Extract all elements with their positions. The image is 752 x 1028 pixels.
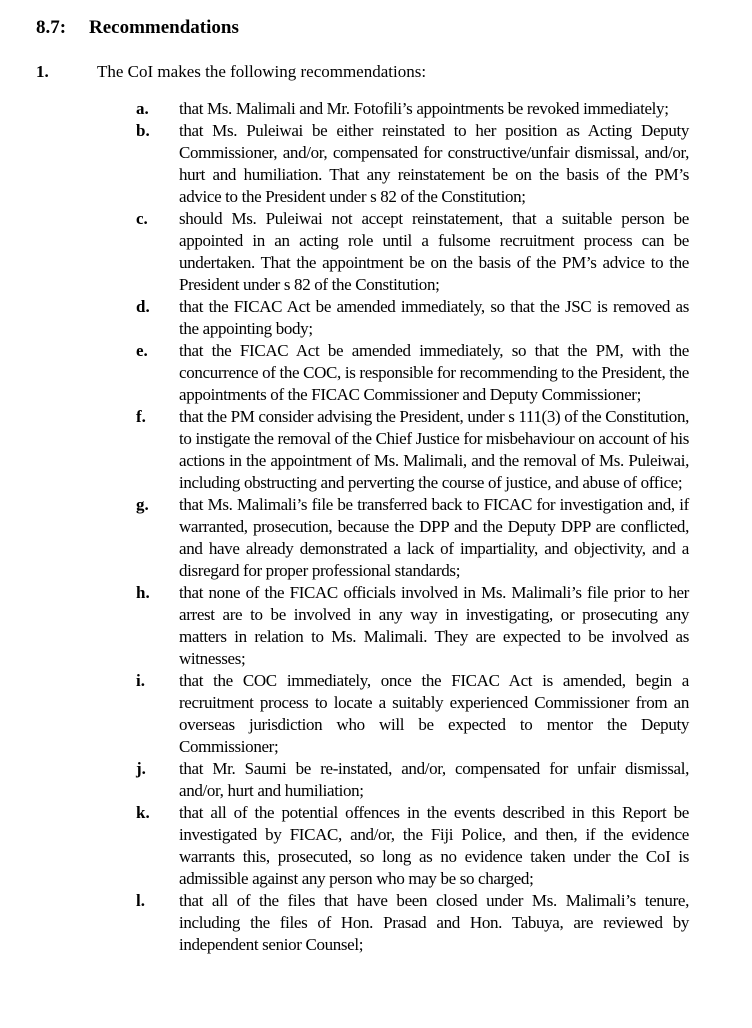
recommendation-item [136, 120, 689, 208]
recommendation-item [136, 890, 689, 956]
section-number: 8.7: [36, 17, 67, 38]
recommendation-text: that Ms. Malimali’s file be transferred back to FICAC for investigation and, if warranted, prosecution, because the DPP and the Deputy DPP are conflicted, and have already demonstrated a lack of impartiality, and objectivity, and a disregard for proper professional standards; [179, 495, 689, 580]
recommendation-item [136, 758, 689, 802]
recommendation-label: e. [136, 341, 148, 360]
recommendation-label: j. [136, 759, 146, 778]
recommendation-item [136, 406, 689, 494]
recommendation-text: should Ms. Puleiwai not accept reinstatement, that a suitable person be appointed in an acting role until a fulsome recruitment process can be undertaken. That the appointment be on the basis of the PM’s advice to the President under s 82 of the Constitution; [179, 209, 689, 294]
recommendation-text: that all of the files that have been closed under Ms. Malimali’s tenure, including the files of Hon. Prasad and Hon. Tabuya, are reviewed by independent senior Counsel; [179, 891, 689, 954]
recommendation-item [136, 340, 689, 406]
recommendation-label: h. [136, 583, 150, 602]
paragraph-intro [36, 58, 426, 86]
recommendation-text: that Ms. Puleiwai be either reinstated to her position as Acting Deputy Commissioner, and/or, compensated for constructive/unfair dismissal, and/or, hurt and humiliation. That any reinstatement be on the basis of the PM’s advice to the President under s 82 of the Constitution; [179, 121, 689, 206]
recommendation-label: i. [136, 671, 145, 690]
recommendations-list [136, 98, 689, 956]
section-title: Recommendations [89, 17, 239, 38]
recommendation-item [136, 582, 689, 670]
recommendation-label: c. [136, 209, 148, 228]
recommendation-item [136, 208, 689, 296]
paragraph-intro-text: The CoI makes the following recommendations: [97, 62, 427, 81]
recommendation-item [136, 670, 689, 758]
recommendation-label: a. [136, 99, 149, 118]
section-heading [36, 14, 239, 42]
recommendation-label: d. [136, 297, 150, 316]
recommendation-label: f. [136, 407, 146, 426]
recommendation-text: that the FICAC Act be amended immediately, so that the PM, with the concurrence of the COC, is responsible for recommending to the President, the appointments of the FICAC Commissioner and Deputy Commissioner; [179, 341, 689, 404]
recommendation-item [136, 494, 689, 582]
recommendation-label: g. [136, 495, 149, 514]
recommendation-text: that Ms. Malimali and Mr. Fotofili’s appointments be revoked immediately; [179, 99, 669, 118]
recommendation-label: l. [136, 891, 145, 910]
recommendation-text: that the PM consider advising the President, under s 111(3) of the Constitution, to instigate the removal of the Chief Justice for misbehaviour on account of his actions in the appointment of Ms. Malimali, and the removal of Ms. Puleiwai, including obstructing and perverting the course of justice, and abuse of office; [179, 407, 689, 492]
recommendation-text: that Mr. Saumi be re-instated, and/or, compensated for unfair dismissal, and/or, hurt and humiliation; [179, 759, 689, 800]
recommendation-label: b. [136, 121, 150, 140]
recommendation-text: that the FICAC Act be amended immediately, so that the JSC is removed as the appointing body; [179, 297, 689, 338]
recommendation-text: that none of the FICAC officials involved in Ms. Malimali’s file prior to her arrest are to be involved in any way in investigating, or prosecuting any matters in relation to Ms. Malimali. They are expected to be involved as witnesses; [179, 583, 689, 668]
recommendation-item [136, 296, 689, 340]
recommendation-text: that all of the potential offences in the events described in this Report be investigated by FICAC, and/or, the Fiji Police, and then, if the evidence warrants this, prosecuted, so long as no evidence taken under the CoI is admissible against any person who may be so charged; [179, 803, 689, 888]
paragraph-number: 1. [36, 62, 49, 81]
recommendation-item [136, 98, 689, 120]
recommendation-label: k. [136, 803, 150, 822]
recommendation-item [136, 802, 689, 890]
recommendation-text: that the COC immediately, once the FICAC Act is amended, begin a recruitment process to locate a suitably experienced Commissioner from an overseas jurisdiction who will be expected to mentor the Deputy Commissioner; [179, 671, 689, 756]
